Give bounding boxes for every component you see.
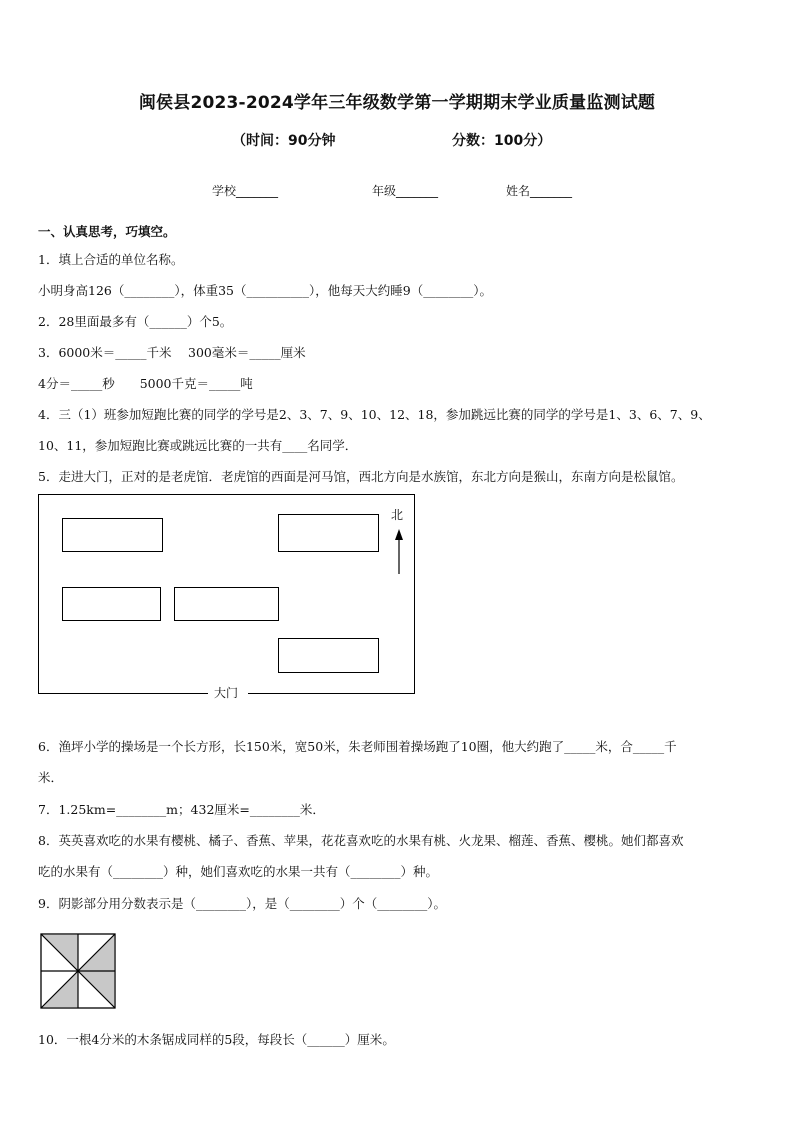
- page-title: 闽侯县2023-2024学年三年级数学第一学期期末学业质量监测试题: [138, 93, 656, 113]
- exam-score: 分数：100分）: [452, 133, 552, 149]
- question-2: 2．28里面最多有（______）个5。: [38, 314, 233, 329]
- question-1-line: 小明身高126（________），体重35（__________），他每天大约睡9（________）。: [38, 283, 492, 298]
- school-field: 学校_______: [212, 184, 279, 198]
- question-5: 5．走进大门，正对的是老虎馆．老虎馆的西面是河马馆，西北方向是水族馆，东北方向是猴山，东南方向是松鼠馆。: [38, 469, 684, 484]
- shaded-square-figure: [40, 933, 116, 1009]
- question-7: 7．1.25km=________m；432厘米=________米．: [38, 802, 325, 817]
- map-box-tiger: [174, 587, 279, 621]
- question-6: 6．渔坪小学的操场是一个长方形，长150米，宽50米，朱老师围着操场跑了10圈，他大约跑了_____米，合_____千: [38, 739, 677, 754]
- section-heading: 一、认真思考，巧填空。: [38, 224, 176, 239]
- map-bottom-line-left: [38, 693, 208, 694]
- question-6-line: 米．: [38, 770, 64, 785]
- question-8-line: 吃的水果有（________）种，她们喜欢吃的水果一共有（________）种。: [38, 864, 439, 879]
- gate-label: 大门: [214, 686, 239, 700]
- question-9: 9．阴影部分用分数表示是（________），是（________）个（________）。: [38, 896, 446, 911]
- question-8: 8．英英喜欢吃的水果有樱桃、橘子、香蕉、苹果，花花喜欢吃的水果有桃、火龙果、榴莲、香蕉、樱桃。她们都喜欢: [38, 833, 684, 848]
- question-10: 10．一根4分米的木条锯成同样的5段，每段长（______）厘米。: [38, 1032, 395, 1047]
- name-field: 姓名_______: [506, 184, 573, 198]
- grade-field: 年级_______: [372, 184, 439, 198]
- north-arrow-icon: [392, 528, 406, 576]
- question-1: 1．填上合适的单位名称。: [38, 252, 184, 267]
- question-3: 3．6000米＝_____千米 300毫米＝_____厘米: [38, 345, 306, 360]
- question-4-line: 10、11，参加短跑比赛或跳远比赛的一共有____名同学．: [38, 438, 358, 453]
- exam-time: （时间：90分钟: [232, 133, 336, 149]
- map-box-hippo: [62, 587, 161, 621]
- map-box-aquarium: [62, 518, 163, 552]
- map-box-squirrel: [278, 638, 379, 673]
- north-label: 北: [391, 508, 404, 522]
- map-bottom-line-right: [248, 693, 415, 694]
- zoo-map-frame: [38, 494, 415, 694]
- question-4: 4．三（1）班参加短跑比赛的同学的学号是2、3、7、9、10、12、18，参加跳远比赛的同学的学号是1、3、6、7、9、: [38, 407, 711, 422]
- question-3-line: 4分＝_____秒 5000千克＝_____吨: [38, 376, 253, 391]
- map-box-monkey-hill: [278, 514, 379, 552]
